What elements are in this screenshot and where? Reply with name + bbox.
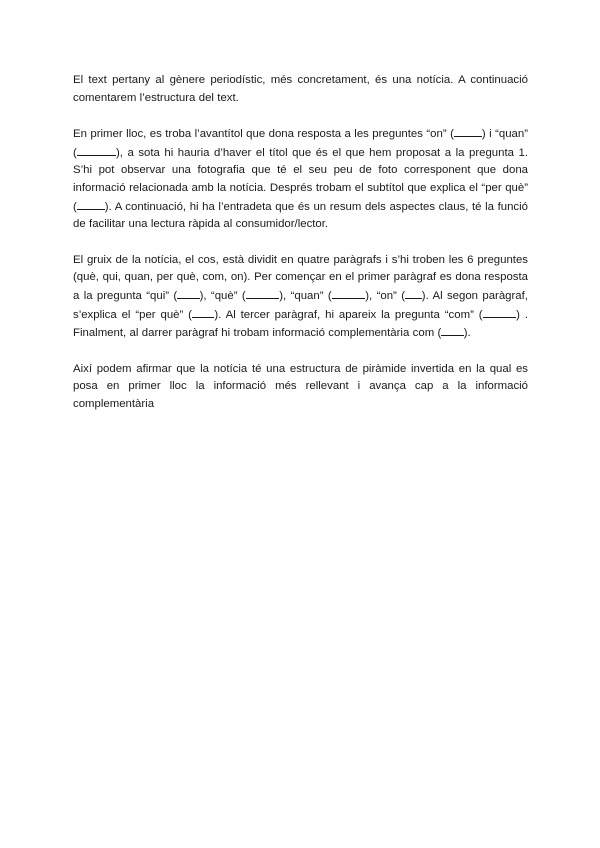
document-body [73, 72, 528, 414]
paragraph-1 [73, 72, 528, 107]
paragraph-text: En primer lloc, es troba l’avantítol que dona resposta a les preguntes “on” ( [73, 128, 454, 141]
paragraph-text: ), “què” ( [199, 289, 246, 302]
paragraph-text: ) i “quan” ( [73, 128, 528, 159]
paragraph-text: ). Al segon paràgraf, s’explica el “per què” ( [73, 289, 528, 321]
answer-blank[interactable] [454, 125, 482, 137]
paragraph-text: El text pertany al gènere periodístic, més concretament, és una notícia. A continuació comentarem l’estructura del text. [73, 74, 528, 104]
paragraph-3 [73, 252, 528, 343]
answer-blank[interactable] [441, 324, 463, 336]
answer-blank[interactable] [332, 287, 366, 299]
paragraph-text: Així podem afirmar que la notícia té una estructura de piràmide invertida en la qual es posa en primer lloc la informació més rellevant i avança cap a la informació complementària [73, 362, 528, 410]
paragraph-text: El gruix de la notícia, el cos, està dividit en quatre paràgrafs i s’hi troben les 6 preguntes (què, qui, quan, per què, com, on). Per començar en el primer paràgraf es dona resposta a la pregunta “qui” ( [73, 253, 528, 302]
paragraph-text: ) . Finalment, al darrer paràgraf hi trobam informació complementària com ( [73, 308, 529, 340]
answer-blank[interactable] [405, 287, 422, 299]
answer-blank[interactable] [77, 198, 105, 210]
answer-blank[interactable] [192, 306, 214, 318]
answer-blank[interactable] [483, 306, 517, 318]
paragraph-text: ). Al tercer paràgraf, hi apareix la pregunta “com” ( [214, 308, 483, 321]
paragraph-text: ), “quan” ( [279, 289, 332, 302]
paragraph-4 [73, 361, 528, 414]
paragraph-2 [73, 125, 528, 234]
paragraph-text: ), “on” ( [365, 289, 405, 302]
answer-blank[interactable] [177, 287, 199, 299]
answer-blank[interactable] [77, 144, 116, 156]
paragraph-text: ), a sota hi hauria d’haver el títol que és el que hem proposat a la pregunta 1. S’hi pot observar una fotografia que té el seu peu de foto corresponent que dona informació relacionada amb la notícia. Després trobam el subtítol que explica el “per què” ( [73, 146, 528, 213]
answer-blank[interactable] [246, 287, 280, 299]
paragraph-text: ). A continuació, hi ha l’entradeta que és un resum dels aspectes claus, té la funció de facilitar una lectura ràpida al consumidor/lector. [73, 200, 528, 231]
paragraph-text: ). [463, 327, 471, 340]
